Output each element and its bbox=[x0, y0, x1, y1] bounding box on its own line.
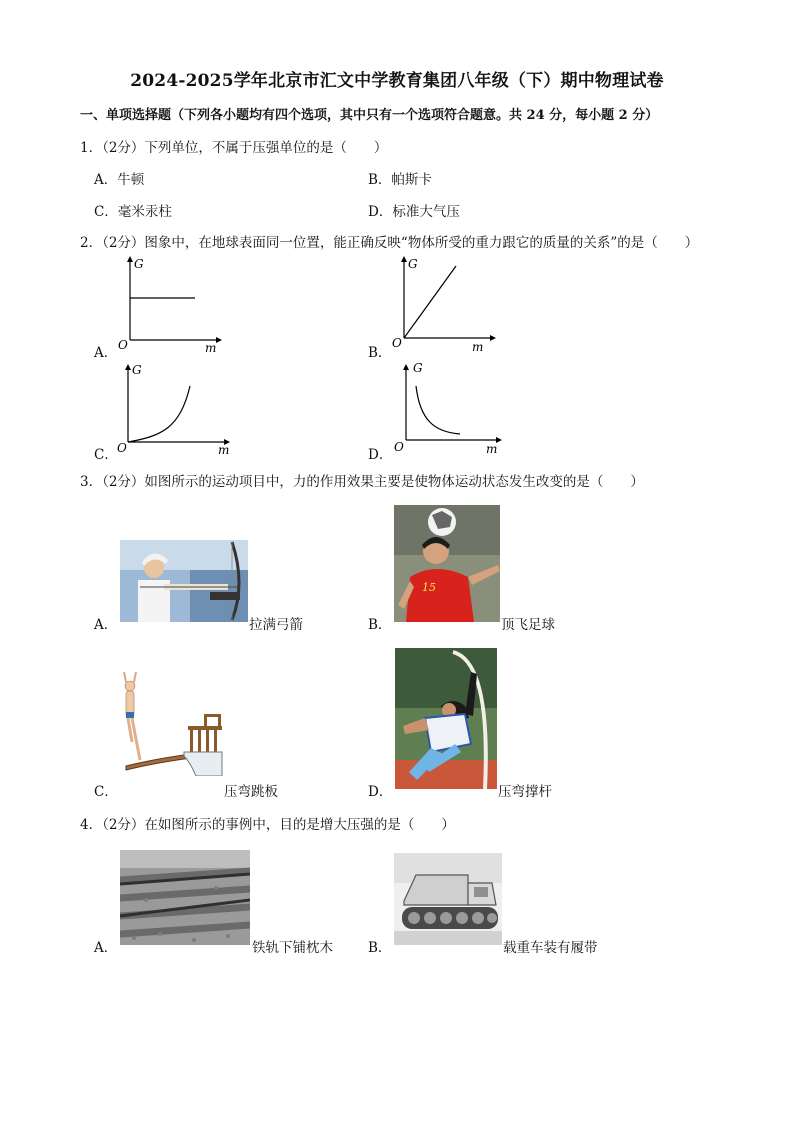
q1-option-a[interactable] bbox=[94, 168, 144, 188]
q2-option-c[interactable]: C． bbox=[94, 447, 118, 463]
q3-option-b-letter: B． bbox=[368, 617, 392, 633]
option-letter: C． bbox=[94, 204, 118, 220]
q1-option-c[interactable] bbox=[94, 200, 172, 220]
q1-option-d[interactable] bbox=[368, 200, 460, 220]
q3-option-c-letter: C． bbox=[94, 784, 118, 800]
origin-label: O bbox=[118, 338, 128, 352]
option-text: 毫米汞柱 bbox=[117, 204, 172, 220]
q2-option-b[interactable]: B． bbox=[368, 345, 392, 361]
tracked-truck-photo-icon[interactable] bbox=[394, 853, 502, 945]
header-photo-icon[interactable] bbox=[394, 505, 500, 622]
railway-sleeper-photo-icon[interactable] bbox=[120, 850, 250, 945]
axis-x-label: m bbox=[205, 341, 217, 352]
q3-option-d-letter: D． bbox=[368, 784, 393, 800]
axis-x-label: m bbox=[472, 340, 484, 352]
q3-option-a-letter: A． bbox=[94, 617, 118, 633]
q4-option-b-letter: B． bbox=[368, 940, 392, 956]
q3-option-c-text: 压弯跳板 bbox=[224, 784, 278, 800]
axis-y-label: G bbox=[408, 257, 418, 271]
axis-y-label: G bbox=[132, 363, 142, 377]
option-letter: A． bbox=[94, 172, 118, 188]
option-letter: B． bbox=[368, 172, 392, 188]
q3-option-d-text: 压弯撑杆 bbox=[498, 784, 552, 800]
q4-option-b-text: 载重车装有履带 bbox=[503, 940, 598, 956]
origin-label: O bbox=[117, 441, 127, 455]
question-4-stem: 4．（2分）在如图所示的事例中，目的是增大压强的是（ ） bbox=[80, 817, 455, 833]
q2-option-d[interactable]: D． bbox=[368, 447, 393, 463]
option-text: 牛顿 bbox=[117, 172, 145, 188]
option-text: 标准大气压 bbox=[392, 204, 460, 220]
question-1-stem: 1．（2分）下列单位，不属于压强单位的是（ ） bbox=[80, 140, 388, 156]
q2-option-a[interactable]: A． bbox=[94, 345, 118, 361]
axis-y-label: G bbox=[134, 257, 144, 271]
graph-b-proportional[interactable] bbox=[386, 252, 496, 352]
graph-c-exponential[interactable] bbox=[112, 358, 232, 458]
origin-label: O bbox=[394, 440, 404, 454]
question-2-stem: 2．（2分）图象中，在地球表面同一位置，能正确反映“物体所受的重力跟它的质量的关系”的是（ ） bbox=[80, 235, 699, 251]
axis-x-label: m bbox=[486, 442, 498, 456]
graph-d-inverse[interactable] bbox=[386, 358, 506, 458]
question-3-stem: 3．（2分）如图所示的运动项目中，力的作用效果主要是使物体运动状态发生改变的是（ ） bbox=[80, 474, 644, 490]
q4-option-a-text: 铁轨下铺枕木 bbox=[252, 940, 333, 956]
pole-vault-photo-icon[interactable] bbox=[395, 648, 497, 789]
axis-x-label: m bbox=[218, 443, 230, 457]
option-text: 帕斯卡 bbox=[391, 172, 432, 188]
q3-option-a-text: 拉满弓箭 bbox=[249, 617, 303, 633]
axis-y-label: G bbox=[413, 361, 423, 375]
page-title: 2024-2025学年北京市汇文中学教育集团八年级（下）期中物理试卷 bbox=[130, 71, 664, 91]
section-heading: 一、单项选择题（下列各小题均有四个选项，其中只有一个选项符合题意。共 24 分，每小题 2 分） bbox=[80, 108, 659, 123]
q1-option-b[interactable] bbox=[368, 168, 432, 188]
q4-option-a-letter: A． bbox=[94, 940, 118, 956]
origin-label: O bbox=[392, 336, 402, 350]
archer-photo-icon[interactable] bbox=[120, 540, 248, 622]
q3-option-b-text: 顶飞足球 bbox=[501, 617, 555, 633]
graph-a-constant[interactable] bbox=[112, 252, 222, 352]
svg-text:15: 15 bbox=[422, 581, 436, 594]
springboard-icon[interactable] bbox=[118, 672, 224, 776]
option-letter: D． bbox=[368, 204, 393, 220]
